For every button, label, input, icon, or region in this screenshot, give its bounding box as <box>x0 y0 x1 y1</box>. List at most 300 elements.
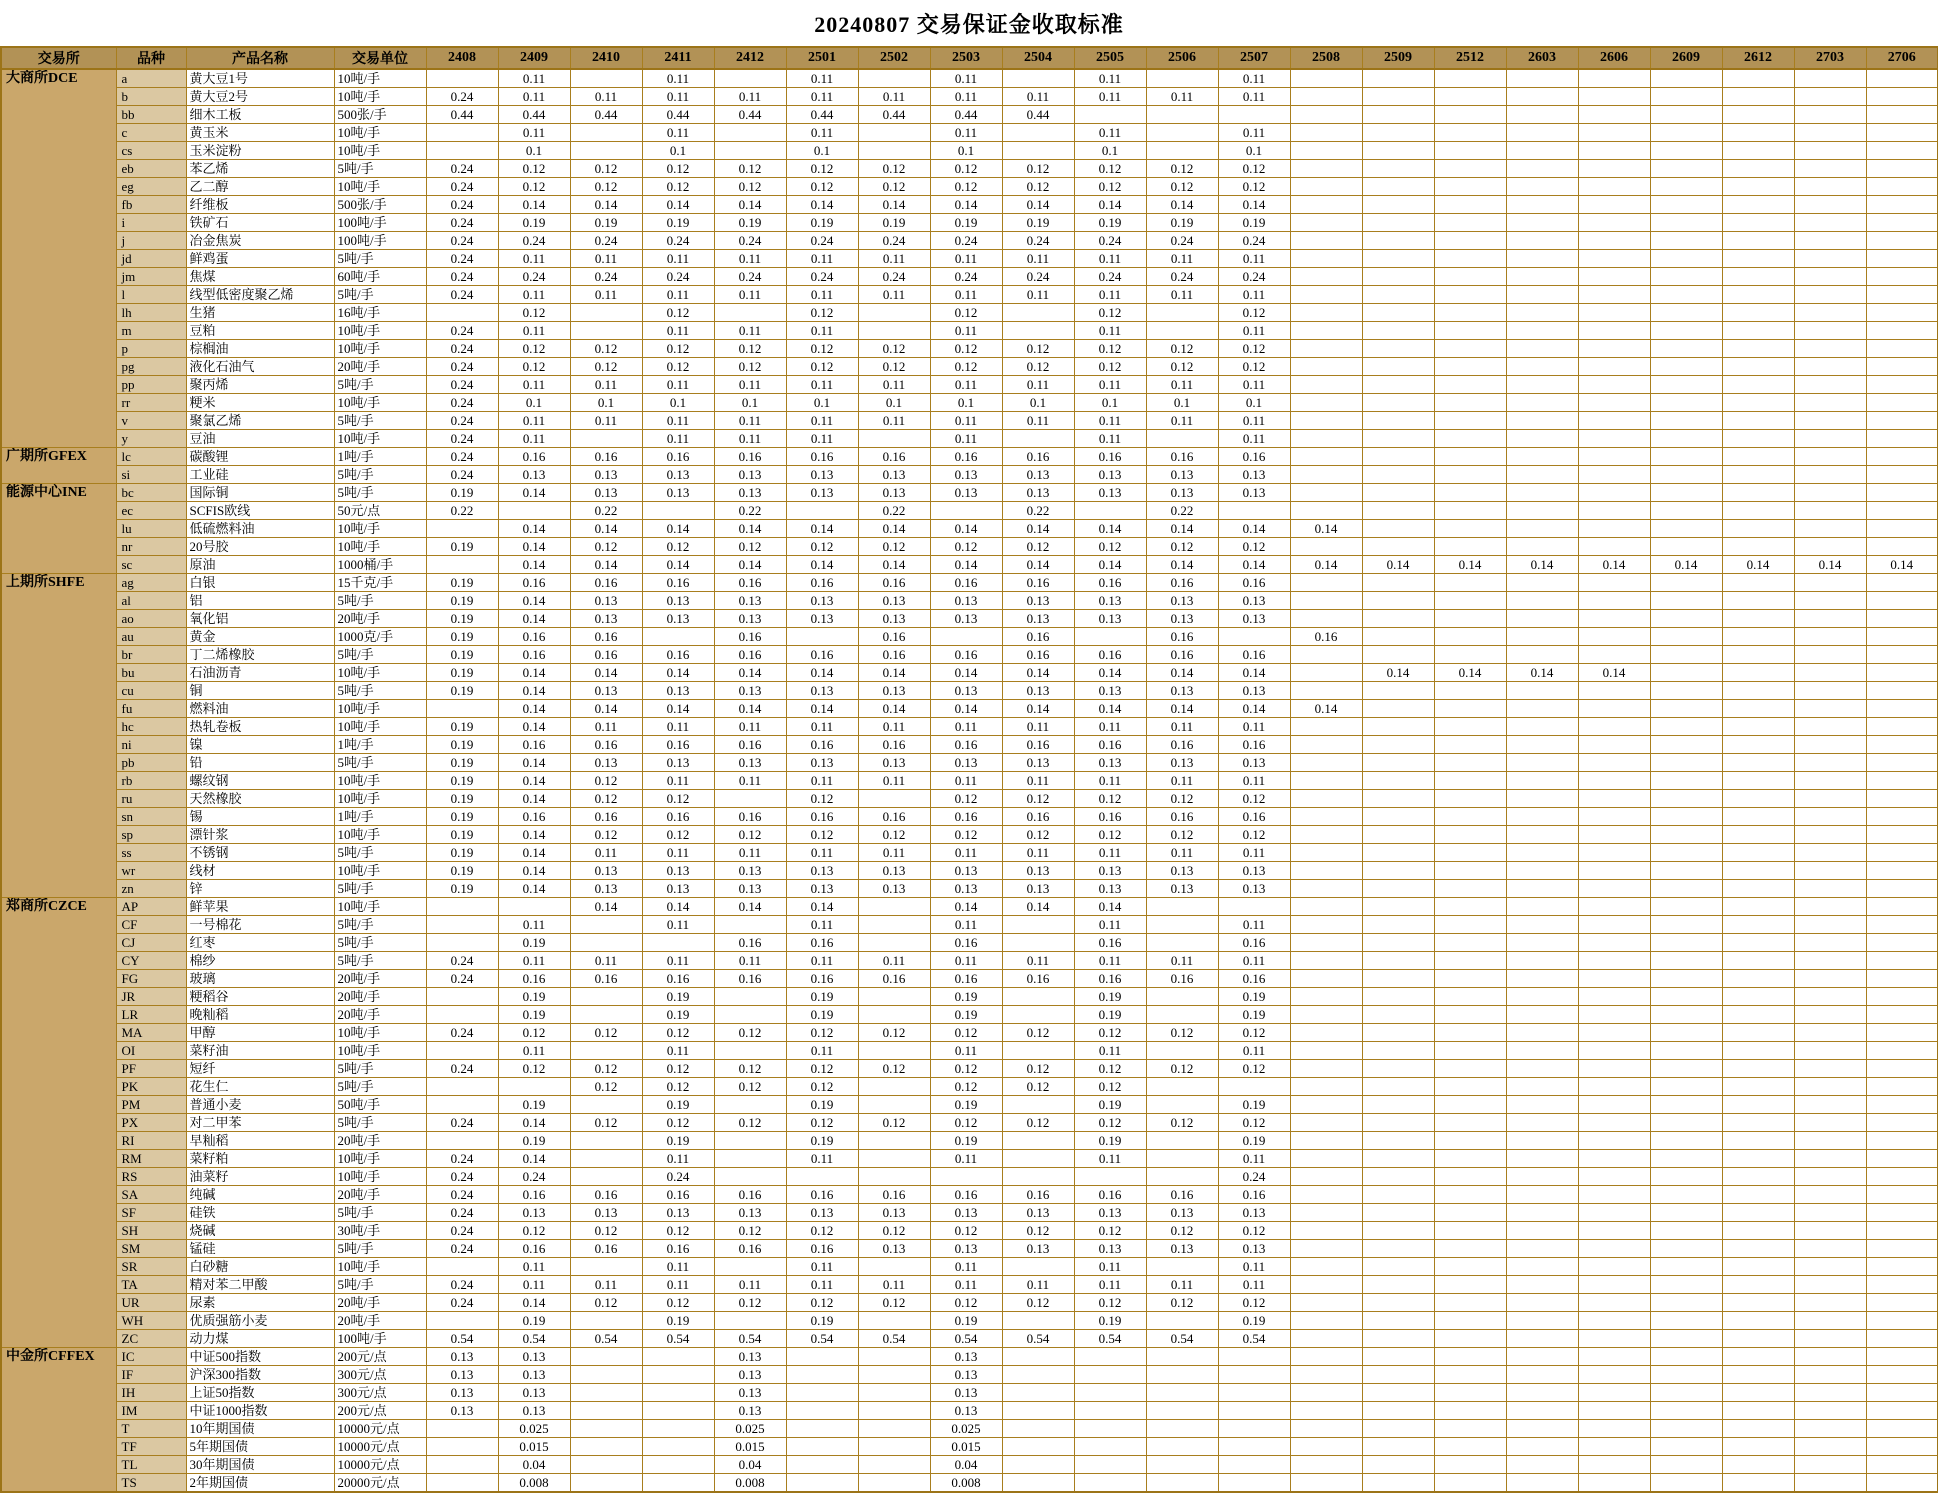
margin-value-cell[interactable]: 0.14 <box>498 754 570 772</box>
margin-value-cell[interactable]: 0.24 <box>426 1240 498 1258</box>
margin-value-cell[interactable]: 0.16 <box>498 736 570 754</box>
margin-value-cell[interactable]: 0.14 <box>930 556 1002 574</box>
margin-value-cell[interactable] <box>1722 69 1794 88</box>
margin-value-cell[interactable] <box>1434 1222 1506 1240</box>
trade-unit-cell[interactable]: 10吨/手 <box>334 826 426 844</box>
margin-value-cell[interactable] <box>1434 1348 1506 1366</box>
margin-value-cell[interactable] <box>714 69 786 88</box>
margin-value-cell[interactable] <box>1578 1438 1650 1456</box>
margin-value-cell[interactable] <box>1866 664 1938 682</box>
margin-value-cell[interactable]: 0.11 <box>1218 1276 1290 1294</box>
trade-unit-cell[interactable]: 5吨/手 <box>334 1114 426 1132</box>
margin-value-cell[interactable]: 0.12 <box>786 1222 858 1240</box>
margin-value-cell[interactable]: 0.11 <box>642 286 714 304</box>
product-name-cell[interactable]: 白银 <box>186 574 334 592</box>
margin-value-cell[interactable]: 0.11 <box>714 88 786 106</box>
margin-value-cell[interactable] <box>1146 1096 1218 1114</box>
margin-value-cell[interactable] <box>1722 304 1794 322</box>
margin-value-cell[interactable] <box>1794 610 1866 628</box>
margin-value-cell[interactable]: 0.11 <box>930 1042 1002 1060</box>
margin-value-cell[interactable] <box>1434 862 1506 880</box>
margin-value-cell[interactable] <box>570 304 642 322</box>
margin-value-cell[interactable]: 0.12 <box>786 790 858 808</box>
margin-value-cell[interactable] <box>1578 1294 1650 1312</box>
margin-value-cell[interactable]: 0.19 <box>1218 988 1290 1006</box>
margin-value-cell[interactable] <box>1866 430 1938 448</box>
margin-value-cell[interactable]: 0.12 <box>642 304 714 322</box>
margin-value-cell[interactable]: 0.13 <box>714 1348 786 1366</box>
margin-value-cell[interactable]: 0.11 <box>1146 718 1218 736</box>
product-name-cell[interactable]: 豆油 <box>186 430 334 448</box>
margin-value-cell[interactable] <box>1290 754 1362 772</box>
margin-value-cell[interactable] <box>1362 124 1434 142</box>
margin-value-cell[interactable] <box>1290 1402 1362 1420</box>
margin-value-cell[interactable] <box>1290 826 1362 844</box>
margin-value-cell[interactable] <box>1434 376 1506 394</box>
trade-unit-cell[interactable]: 10吨/手 <box>334 790 426 808</box>
margin-value-cell[interactable]: 0.14 <box>570 196 642 214</box>
margin-value-cell[interactable]: 0.11 <box>714 772 786 790</box>
margin-value-cell[interactable] <box>1650 484 1722 502</box>
margin-value-cell[interactable] <box>426 700 498 718</box>
margin-value-cell[interactable]: 0.24 <box>426 394 498 412</box>
margin-value-cell[interactable] <box>1506 682 1578 700</box>
product-code-cell[interactable]: ec <box>116 502 186 520</box>
product-code-cell[interactable]: lc <box>116 448 186 466</box>
margin-value-cell[interactable] <box>858 1438 930 1456</box>
margin-value-cell[interactable] <box>1578 1402 1650 1420</box>
margin-value-cell[interactable] <box>1362 358 1434 376</box>
margin-value-cell[interactable]: 0.24 <box>1218 268 1290 286</box>
margin-value-cell[interactable]: 0.54 <box>498 1330 570 1348</box>
margin-value-cell[interactable] <box>1362 322 1434 340</box>
margin-value-cell[interactable]: 0.14 <box>1074 520 1146 538</box>
margin-value-cell[interactable]: 0.14 <box>1002 664 1074 682</box>
margin-value-cell[interactable]: 0.11 <box>858 250 930 268</box>
margin-value-cell[interactable] <box>1794 502 1866 520</box>
margin-value-cell[interactable] <box>1650 1402 1722 1420</box>
margin-value-cell[interactable] <box>1434 844 1506 862</box>
margin-value-cell[interactable]: 0.13 <box>1002 592 1074 610</box>
trade-unit-cell[interactable]: 1吨/手 <box>334 808 426 826</box>
margin-value-cell[interactable] <box>1578 1114 1650 1132</box>
margin-value-cell[interactable]: 0.14 <box>786 664 858 682</box>
margin-value-cell[interactable]: 0.1 <box>930 394 1002 412</box>
margin-value-cell[interactable] <box>498 1078 570 1096</box>
margin-value-cell[interactable] <box>1218 502 1290 520</box>
margin-value-cell[interactable] <box>1866 1294 1938 1312</box>
margin-value-cell[interactable] <box>1722 1096 1794 1114</box>
product-name-cell[interactable]: 氧化铝 <box>186 610 334 628</box>
margin-value-cell[interactable] <box>1290 142 1362 160</box>
margin-value-cell[interactable]: 0.12 <box>1218 358 1290 376</box>
margin-value-cell[interactable]: 0.16 <box>786 934 858 952</box>
margin-value-cell[interactable]: 0.11 <box>1002 88 1074 106</box>
margin-value-cell[interactable] <box>1722 1132 1794 1150</box>
margin-value-cell[interactable]: 0.11 <box>1218 88 1290 106</box>
trade-unit-cell[interactable]: 10吨/手 <box>334 124 426 142</box>
product-code-cell[interactable]: PX <box>116 1114 186 1132</box>
margin-value-cell[interactable] <box>1362 844 1434 862</box>
margin-value-cell[interactable]: 0.24 <box>426 1186 498 1204</box>
margin-value-cell[interactable] <box>1362 916 1434 934</box>
month-column-header[interactable]: 2512 <box>1434 47 1506 69</box>
margin-value-cell[interactable]: 0.11 <box>930 952 1002 970</box>
margin-value-cell[interactable] <box>1362 304 1434 322</box>
margin-value-cell[interactable]: 0.16 <box>498 1240 570 1258</box>
margin-value-cell[interactable] <box>1506 268 1578 286</box>
trade-unit-cell[interactable]: 10吨/手 <box>334 862 426 880</box>
product-code-cell[interactable]: TS <box>116 1474 186 1493</box>
margin-value-cell[interactable] <box>858 142 930 160</box>
margin-value-cell[interactable]: 0.13 <box>1002 862 1074 880</box>
margin-value-cell[interactable] <box>1794 69 1866 88</box>
margin-value-cell[interactable] <box>426 1042 498 1060</box>
margin-value-cell[interactable] <box>1722 970 1794 988</box>
margin-value-cell[interactable]: 0.24 <box>426 322 498 340</box>
margin-value-cell[interactable] <box>1722 1240 1794 1258</box>
margin-value-cell[interactable] <box>1794 160 1866 178</box>
margin-value-cell[interactable] <box>1722 286 1794 304</box>
margin-value-cell[interactable]: 0.16 <box>1074 448 1146 466</box>
margin-value-cell[interactable] <box>1362 1060 1434 1078</box>
margin-value-cell[interactable]: 0.11 <box>930 844 1002 862</box>
margin-value-cell[interactable] <box>1722 952 1794 970</box>
trade-unit-cell[interactable]: 20000元/点 <box>334 1474 426 1493</box>
margin-value-cell[interactable]: 0.11 <box>786 1276 858 1294</box>
margin-value-cell[interactable] <box>570 142 642 160</box>
margin-value-cell[interactable] <box>1506 1024 1578 1042</box>
margin-value-cell[interactable]: 0.44 <box>930 106 1002 124</box>
margin-value-cell[interactable]: 0.14 <box>1218 520 1290 538</box>
margin-value-cell[interactable] <box>1002 1366 1074 1384</box>
margin-value-cell[interactable] <box>1650 1114 1722 1132</box>
trade-unit-cell[interactable]: 20吨/手 <box>334 1294 426 1312</box>
product-code-cell[interactable]: bb <box>116 106 186 124</box>
margin-value-cell[interactable] <box>1290 1330 1362 1348</box>
margin-value-cell[interactable] <box>1650 106 1722 124</box>
margin-value-cell[interactable] <box>1362 790 1434 808</box>
margin-value-cell[interactable]: 0.13 <box>1074 1204 1146 1222</box>
trade-unit-cell[interactable]: 5吨/手 <box>334 1078 426 1096</box>
margin-value-cell[interactable]: 0.11 <box>498 376 570 394</box>
margin-value-cell[interactable] <box>1650 1132 1722 1150</box>
month-column-header[interactable]: 2606 <box>1578 47 1650 69</box>
margin-value-cell[interactable] <box>1506 142 1578 160</box>
margin-value-cell[interactable]: 0.19 <box>642 1312 714 1330</box>
margin-value-cell[interactable] <box>642 1402 714 1420</box>
trade-unit-cell[interactable]: 5吨/手 <box>334 376 426 394</box>
margin-value-cell[interactable]: 0.11 <box>498 69 570 88</box>
margin-value-cell[interactable]: 0.16 <box>858 736 930 754</box>
margin-value-cell[interactable] <box>1866 1258 1938 1276</box>
trade-unit-cell[interactable]: 5吨/手 <box>334 592 426 610</box>
margin-value-cell[interactable]: 0.13 <box>1002 682 1074 700</box>
product-name-cell[interactable]: 低硫燃料油 <box>186 520 334 538</box>
margin-value-cell[interactable]: 0.14 <box>498 520 570 538</box>
margin-value-cell[interactable]: 0.14 <box>1002 700 1074 718</box>
margin-value-cell[interactable]: 0.12 <box>498 178 570 196</box>
margin-value-cell[interactable] <box>1290 1096 1362 1114</box>
margin-value-cell[interactable] <box>1794 862 1866 880</box>
product-code-cell[interactable]: pp <box>116 376 186 394</box>
margin-value-cell[interactable] <box>1722 898 1794 916</box>
margin-value-cell[interactable]: 0.16 <box>786 1240 858 1258</box>
margin-value-cell[interactable] <box>1434 1132 1506 1150</box>
margin-value-cell[interactable] <box>1866 1096 1938 1114</box>
margin-value-cell[interactable]: 0.11 <box>1146 1276 1218 1294</box>
margin-value-cell[interactable] <box>1866 1402 1938 1420</box>
margin-value-cell[interactable] <box>1794 1420 1866 1438</box>
trade-unit-cell[interactable]: 10吨/手 <box>334 1024 426 1042</box>
margin-value-cell[interactable]: 0.13 <box>498 1204 570 1222</box>
margin-value-cell[interactable]: 0.11 <box>1218 952 1290 970</box>
month-column-header[interactable]: 2501 <box>786 47 858 69</box>
margin-value-cell[interactable] <box>570 1438 642 1456</box>
margin-value-cell[interactable] <box>1146 430 1218 448</box>
margin-value-cell[interactable] <box>1866 898 1938 916</box>
margin-value-cell[interactable] <box>1578 952 1650 970</box>
margin-value-cell[interactable] <box>1650 1078 1722 1096</box>
margin-value-cell[interactable]: 0.14 <box>858 196 930 214</box>
margin-value-cell[interactable] <box>1506 1132 1578 1150</box>
margin-value-cell[interactable] <box>1506 700 1578 718</box>
margin-value-cell[interactable]: 0.11 <box>1218 250 1290 268</box>
margin-value-cell[interactable]: 0.16 <box>570 1186 642 1204</box>
margin-value-cell[interactable]: 0.12 <box>1146 1060 1218 1078</box>
margin-value-cell[interactable] <box>1794 1096 1866 1114</box>
margin-value-cell[interactable] <box>1506 880 1578 898</box>
margin-value-cell[interactable]: 0.19 <box>786 214 858 232</box>
margin-value-cell[interactable] <box>1722 1258 1794 1276</box>
margin-value-cell[interactable]: 0.12 <box>858 1114 930 1132</box>
margin-value-cell[interactable]: 0.24 <box>426 412 498 430</box>
margin-value-cell[interactable] <box>1290 916 1362 934</box>
margin-value-cell[interactable]: 0.24 <box>426 286 498 304</box>
margin-value-cell[interactable] <box>1362 1366 1434 1384</box>
margin-value-cell[interactable]: 0.16 <box>1074 970 1146 988</box>
margin-value-cell[interactable]: 0.11 <box>930 430 1002 448</box>
product-code-cell[interactable]: CY <box>116 952 186 970</box>
margin-value-cell[interactable] <box>1650 1060 1722 1078</box>
margin-value-cell[interactable] <box>1362 142 1434 160</box>
margin-value-cell[interactable]: 0.14 <box>858 700 930 718</box>
margin-value-cell[interactable] <box>1290 412 1362 430</box>
margin-value-cell[interactable] <box>1506 88 1578 106</box>
margin-value-cell[interactable] <box>1722 376 1794 394</box>
margin-value-cell[interactable]: 0.16 <box>642 808 714 826</box>
margin-value-cell[interactable]: 0.24 <box>426 214 498 232</box>
margin-value-cell[interactable] <box>1362 1006 1434 1024</box>
margin-value-cell[interactable] <box>1506 1438 1578 1456</box>
trade-unit-cell[interactable]: 5吨/手 <box>334 160 426 178</box>
trade-unit-cell[interactable]: 20吨/手 <box>334 358 426 376</box>
margin-value-cell[interactable]: 0.16 <box>498 970 570 988</box>
margin-value-cell[interactable]: 0.11 <box>714 322 786 340</box>
margin-value-cell[interactable]: 0.13 <box>930 1402 1002 1420</box>
margin-value-cell[interactable] <box>426 1132 498 1150</box>
margin-value-cell[interactable]: 0.14 <box>1074 898 1146 916</box>
margin-value-cell[interactable]: 0.44 <box>498 106 570 124</box>
margin-value-cell[interactable]: 0.12 <box>786 1114 858 1132</box>
margin-value-cell[interactable] <box>1866 1114 1938 1132</box>
margin-value-cell[interactable] <box>714 1312 786 1330</box>
margin-value-cell[interactable]: 0.13 <box>714 592 786 610</box>
margin-value-cell[interactable] <box>1218 1402 1290 1420</box>
margin-value-cell[interactable]: 0.19 <box>1074 214 1146 232</box>
trade-unit-cell[interactable]: 5吨/手 <box>334 1276 426 1294</box>
margin-value-cell[interactable] <box>1506 1150 1578 1168</box>
margin-value-cell[interactable]: 0.14 <box>498 682 570 700</box>
margin-value-cell[interactable] <box>1650 1042 1722 1060</box>
margin-value-cell[interactable] <box>1578 1366 1650 1384</box>
margin-value-cell[interactable]: 0.24 <box>1146 268 1218 286</box>
trade-unit-cell[interactable]: 20吨/手 <box>334 988 426 1006</box>
margin-value-cell[interactable]: 0.12 <box>642 538 714 556</box>
margin-value-cell[interactable]: 0.11 <box>1002 1276 1074 1294</box>
margin-value-cell[interactable]: 0.1 <box>1074 394 1146 412</box>
margin-value-cell[interactable]: 0.04 <box>930 1456 1002 1474</box>
margin-value-cell[interactable] <box>426 934 498 952</box>
margin-value-cell[interactable]: 0.54 <box>426 1330 498 1348</box>
margin-value-cell[interactable]: 0.11 <box>1074 1258 1146 1276</box>
margin-value-cell[interactable] <box>1362 178 1434 196</box>
margin-value-cell[interactable] <box>426 556 498 574</box>
margin-value-cell[interactable] <box>1506 1078 1578 1096</box>
margin-value-cell[interactable] <box>1506 628 1578 646</box>
margin-value-cell[interactable] <box>1362 1330 1434 1348</box>
margin-value-cell[interactable]: 0.14 <box>714 700 786 718</box>
margin-value-cell[interactable] <box>570 322 642 340</box>
month-column-header[interactable]: 2609 <box>1650 47 1722 69</box>
margin-value-cell[interactable] <box>1722 1078 1794 1096</box>
margin-value-cell[interactable] <box>570 1420 642 1438</box>
margin-value-cell[interactable]: 0.1 <box>786 142 858 160</box>
margin-value-cell[interactable]: 0.19 <box>498 214 570 232</box>
margin-value-cell[interactable]: 0.13 <box>1218 592 1290 610</box>
margin-value-cell[interactable] <box>1506 1042 1578 1060</box>
margin-value-cell[interactable] <box>1794 1222 1866 1240</box>
margin-value-cell[interactable]: 0.14 <box>714 664 786 682</box>
product-code-cell[interactable]: SM <box>116 1240 186 1258</box>
margin-value-cell[interactable] <box>1218 1438 1290 1456</box>
margin-value-cell[interactable]: 0.19 <box>786 988 858 1006</box>
margin-value-cell[interactable]: 0.13 <box>1002 610 1074 628</box>
margin-value-cell[interactable]: 0.12 <box>1218 1024 1290 1042</box>
margin-value-cell[interactable]: 0.11 <box>930 772 1002 790</box>
margin-value-cell[interactable]: 0.13 <box>570 484 642 502</box>
margin-value-cell[interactable]: 0.13 <box>714 1204 786 1222</box>
margin-value-cell[interactable]: 0.14 <box>786 700 858 718</box>
margin-value-cell[interactable] <box>786 1474 858 1493</box>
margin-value-cell[interactable] <box>1506 970 1578 988</box>
product-code-cell[interactable]: IC <box>116 1348 186 1366</box>
margin-value-cell[interactable]: 0.11 <box>498 322 570 340</box>
margin-value-cell[interactable]: 0.12 <box>1218 790 1290 808</box>
margin-value-cell[interactable] <box>1794 1384 1866 1402</box>
margin-value-cell[interactable]: 0.24 <box>858 232 930 250</box>
margin-value-cell[interactable] <box>1650 502 1722 520</box>
margin-value-cell[interactable] <box>1578 340 1650 358</box>
margin-value-cell[interactable] <box>1362 880 1434 898</box>
trade-unit-cell[interactable]: 10吨/手 <box>334 178 426 196</box>
margin-value-cell[interactable]: 0.13 <box>714 682 786 700</box>
product-name-cell[interactable]: 鲜鸡蛋 <box>186 250 334 268</box>
margin-value-cell[interactable]: 0.11 <box>786 88 858 106</box>
margin-value-cell[interactable] <box>426 124 498 142</box>
margin-value-cell[interactable] <box>1578 736 1650 754</box>
margin-value-cell[interactable]: 0.11 <box>642 718 714 736</box>
trade-unit-cell[interactable]: 1吨/手 <box>334 448 426 466</box>
margin-value-cell[interactable]: 0.14 <box>930 520 1002 538</box>
margin-value-cell[interactable]: 0.11 <box>1218 430 1290 448</box>
margin-value-cell[interactable] <box>1290 1042 1362 1060</box>
margin-value-cell[interactable]: 0.54 <box>1146 1330 1218 1348</box>
margin-value-cell[interactable]: 0.16 <box>1074 1186 1146 1204</box>
product-name-cell[interactable]: 焦煤 <box>186 268 334 286</box>
margin-value-cell[interactable]: 0.11 <box>642 1150 714 1168</box>
margin-value-cell[interactable]: 0.16 <box>570 448 642 466</box>
product-name-cell[interactable]: 棕榈油 <box>186 340 334 358</box>
margin-value-cell[interactable]: 0.19 <box>426 880 498 898</box>
margin-value-cell[interactable] <box>1794 682 1866 700</box>
margin-value-cell[interactable]: 0.12 <box>1074 1078 1146 1096</box>
margin-value-cell[interactable]: 0.11 <box>1218 286 1290 304</box>
margin-value-cell[interactable] <box>1506 610 1578 628</box>
margin-value-cell[interactable] <box>1434 628 1506 646</box>
margin-value-cell[interactable] <box>1650 358 1722 376</box>
margin-value-cell[interactable] <box>1794 1330 1866 1348</box>
margin-value-cell[interactable]: 0.11 <box>642 952 714 970</box>
margin-value-cell[interactable]: 0.12 <box>1146 358 1218 376</box>
product-code-cell[interactable]: zn <box>116 880 186 898</box>
margin-value-cell[interactable] <box>1074 1438 1146 1456</box>
margin-value-cell[interactable] <box>426 1258 498 1276</box>
trade-unit-cell[interactable]: 10吨/手 <box>334 394 426 412</box>
margin-value-cell[interactable] <box>858 988 930 1006</box>
margin-value-cell[interactable]: 0.11 <box>858 1276 930 1294</box>
margin-value-cell[interactable] <box>1578 448 1650 466</box>
margin-value-cell[interactable] <box>1650 628 1722 646</box>
margin-value-cell[interactable] <box>1146 1078 1218 1096</box>
margin-value-cell[interactable] <box>1002 1402 1074 1420</box>
margin-value-cell[interactable]: 0.11 <box>642 916 714 934</box>
margin-value-cell[interactable]: 0.16 <box>642 646 714 664</box>
margin-value-cell[interactable]: 0.11 <box>642 844 714 862</box>
margin-value-cell[interactable]: 0.19 <box>426 646 498 664</box>
margin-value-cell[interactable]: 0.16 <box>714 628 786 646</box>
margin-value-cell[interactable] <box>1722 448 1794 466</box>
margin-value-cell[interactable]: 0.13 <box>858 754 930 772</box>
margin-value-cell[interactable] <box>1506 430 1578 448</box>
margin-value-cell[interactable] <box>1794 268 1866 286</box>
margin-value-cell[interactable]: 0.19 <box>858 214 930 232</box>
margin-value-cell[interactable]: 0.11 <box>930 916 1002 934</box>
margin-value-cell[interactable] <box>1290 430 1362 448</box>
margin-value-cell[interactable] <box>1866 376 1938 394</box>
margin-value-cell[interactable] <box>1722 1150 1794 1168</box>
margin-value-cell[interactable] <box>1002 124 1074 142</box>
margin-value-cell[interactable]: 0.12 <box>1074 1222 1146 1240</box>
margin-value-cell[interactable]: 0.12 <box>1146 160 1218 178</box>
margin-value-cell[interactable]: 0.12 <box>498 1024 570 1042</box>
margin-value-cell[interactable] <box>1506 1474 1578 1493</box>
margin-value-cell[interactable]: 0.11 <box>714 286 786 304</box>
margin-value-cell[interactable]: 0.13 <box>1146 862 1218 880</box>
margin-value-cell[interactable]: 0.12 <box>930 1114 1002 1132</box>
margin-value-cell[interactable] <box>1434 772 1506 790</box>
margin-value-cell[interactable] <box>1866 484 1938 502</box>
